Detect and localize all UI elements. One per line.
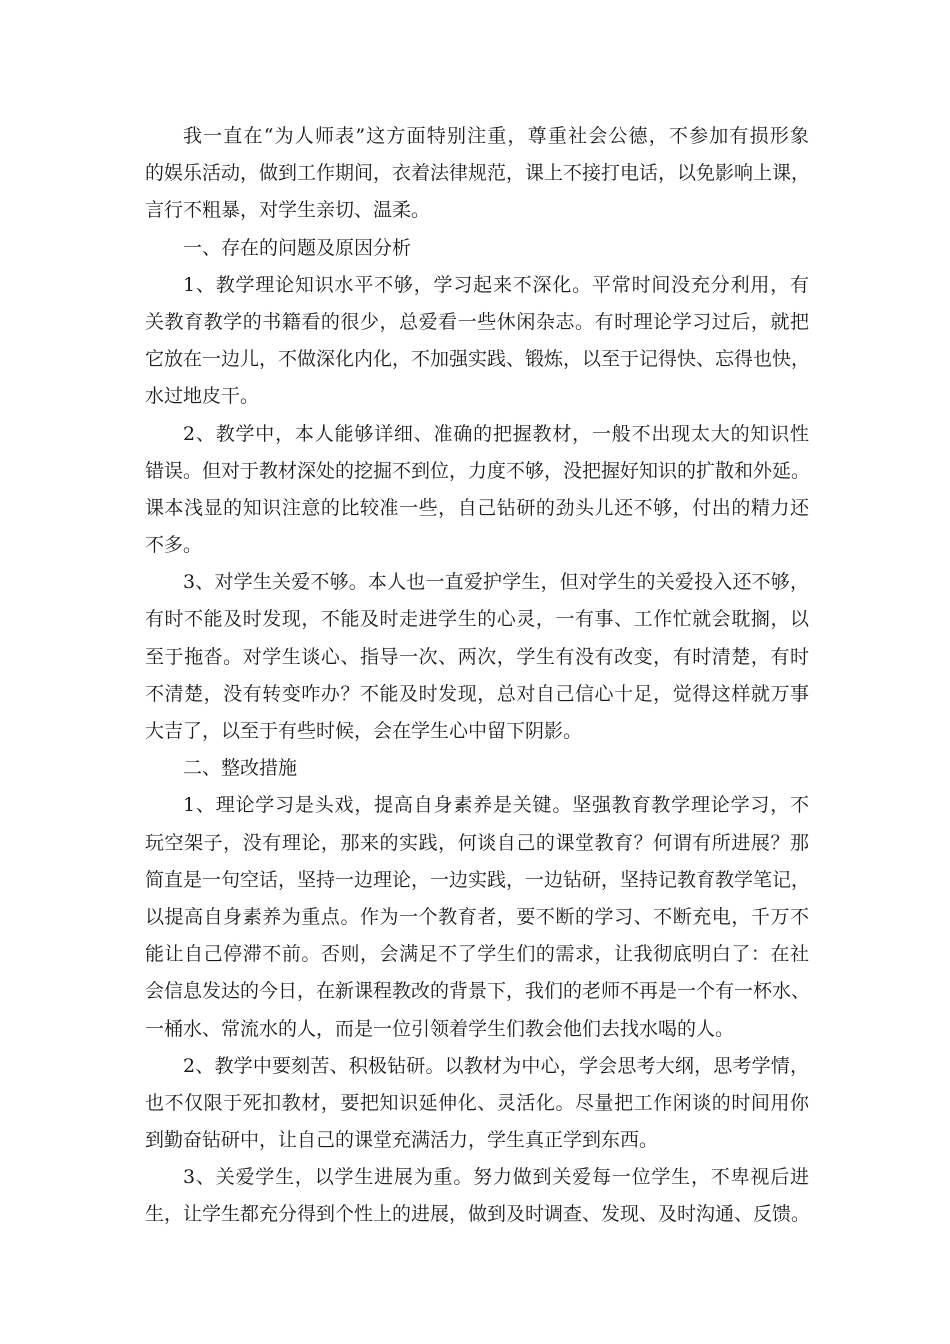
text-line: 会信息发达的今日，在新课程教改的背景下，我们的老师不再是一个有一杯水、 xyxy=(145,980,811,1003)
section-heading-measures xyxy=(145,750,809,787)
paragraph-problem-1 xyxy=(145,267,809,416)
text-line: 到勤奋钻研中，让自己的课堂充满活力，学生真正学到东西。 xyxy=(145,1129,659,1152)
text-line: 2、教学中，本人能够详细、准确的把握教材，一般不出现太大的知识性 xyxy=(183,422,809,445)
paragraph-measure-1 xyxy=(145,787,809,1047)
paragraph-measure-2 xyxy=(145,1048,809,1160)
text-line: 错误。但对于教材深处的挖掘不到位，力度不够，没把握好知识的扩散和外延。 xyxy=(145,459,811,482)
text-line: 的娱乐活动，做到工作期间，衣着法律规范，课上不接打电话，以免影响上课， xyxy=(145,162,811,185)
text-line: 玩空架子，没有理论，那来的实践，何谈自己的课堂教育？何谓有所进展？那 xyxy=(145,831,809,854)
text-line: 言行不粗暴，对学生亲切、温柔。 xyxy=(145,199,431,222)
paragraph-problem-2 xyxy=(145,416,809,565)
text-line: 大吉了，以至于有些时候，会在学生心中留下阴影。 xyxy=(145,720,583,742)
document-page xyxy=(145,118,809,1234)
paragraph-intro xyxy=(145,118,809,230)
text-line: 1、理论学习是头戏，提高自身素养是关键。坚强教育教学理论学习，不 xyxy=(183,794,809,817)
heading-text: 一、存在的问题及原因分析 xyxy=(183,236,412,259)
text-line: 也不仅限于死扣教材，要把知识延伸化、灵活化。尽量把工作闲谈的时间用你 xyxy=(145,1091,809,1114)
text-line: 能让自己停滞不前。否则，会满足不了学生们的需求，让我彻底明白了：在社 xyxy=(145,943,809,966)
text-line: 3、关爱学生，以学生进展为重。努力做到关爱每一位学生，不卑视后进 xyxy=(183,1166,809,1189)
text-line: 简直是一句空话，坚持一边理论，一边实践，一边钻研，坚持记教育教学笔记， xyxy=(145,868,811,891)
text-line: 有时不能及时发现，不能及时走进学生的心灵，一有事、工作忙就会耽搁，以 xyxy=(145,608,809,631)
text-line: 3、对学生关爱不够。本人也一直爱护学生，但对学生的关爱投入还不够， xyxy=(183,571,809,594)
text-line: 不清楚，没有转变咋办？不能及时发现，总对自己信心十足，觉得这样就万事 xyxy=(145,682,809,705)
text-line: 以提高自身素养为重点。作为一个教育者，要不断的学习、不断充电，千万不 xyxy=(145,905,809,928)
paragraph-measure-3 xyxy=(145,1159,809,1233)
text-line: 生，让学生都充分得到个性上的进展，做到及时调查、发现、及时沟通、反馈。 xyxy=(145,1203,811,1226)
text-line: 我一直在“为人师表”这方面特别注重，尊重社会公德，不参加有损形象 xyxy=(183,125,809,147)
text-line: 不多。 xyxy=(145,534,203,557)
text-line: 一桶水、常流水的人，而是一位引领着学生们教会他们去找水喝的人。 xyxy=(145,1017,735,1040)
text-line: 水过地皮干。 xyxy=(145,385,260,408)
text-line: 课本浅显的知识注意的比较准一些，自己钻研的劲头儿还不够，付出的精力还 xyxy=(145,496,809,519)
section-heading-problems xyxy=(145,230,809,267)
text-line: 关教育教学的书籍看的很少，总爱看一些休闲杂志。有时理论学习过后，就把 xyxy=(145,310,809,333)
text-line: 它放在一边儿，不做深化内化，不加强实践、锻炼，以至于记得快、忘得也快， xyxy=(145,348,811,371)
text-line: 2、教学中要刻苦、积极钻研。以教材为中心，学会思考大纲，思考学情， xyxy=(183,1054,809,1077)
text-line: 至于拖沓。对学生谈心、指导一次、两次，学生有没有改变，有时清楚，有时 xyxy=(145,645,809,668)
heading-text: 二、整改措施 xyxy=(183,757,298,780)
paragraph-problem-3 xyxy=(145,564,809,750)
text-line: 1、教学理论知识水平不够，学习起来不深化。平常时间没充分利用，有 xyxy=(183,273,809,296)
